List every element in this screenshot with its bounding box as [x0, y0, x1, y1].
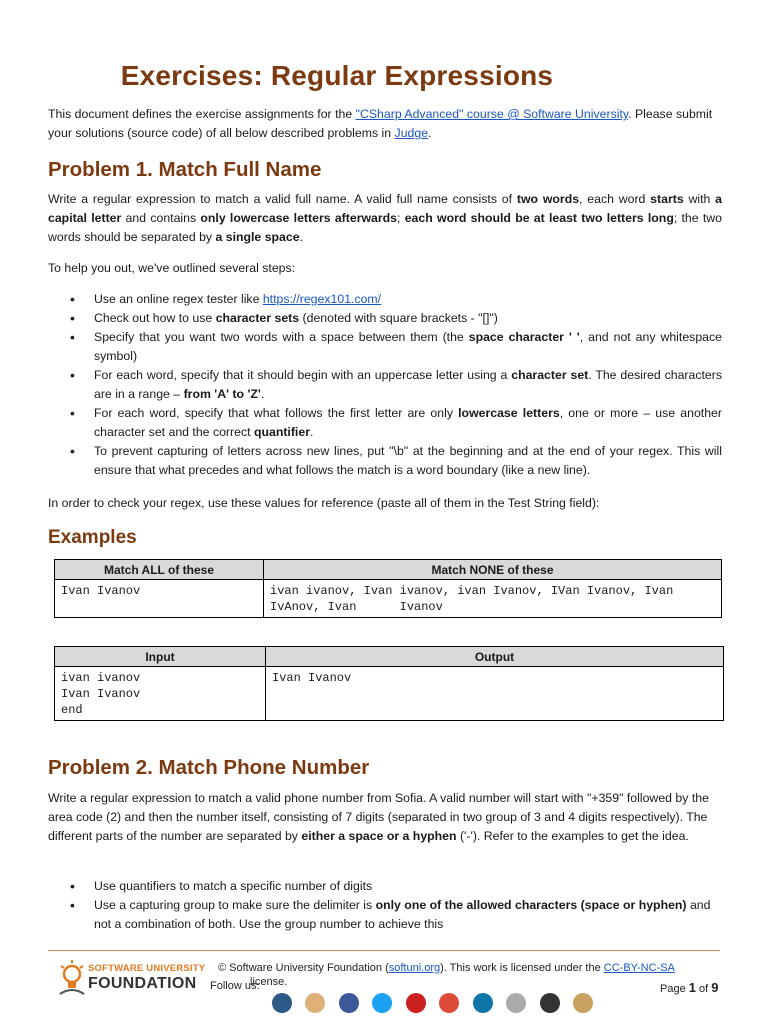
course-link[interactable]: "CSharp Advanced" course @ Software University — [355, 107, 629, 121]
logo-line-2: FOUNDATION — [88, 975, 197, 992]
io-examples-table — [54, 646, 724, 721]
list-item: • To prevent capturing of letters across new lines, put "\b" at the beginning and at the end of your regex. This will ensure that what precedes and what follows the match is a word boundary (like a new line). — [48, 442, 722, 480]
license-link[interactable]: CC-BY-NC-SA — [603, 962, 675, 974]
twitter-icon[interactable] — [372, 993, 392, 1013]
social-icons — [272, 993, 602, 1007]
problem2-steps — [48, 877, 722, 934]
column-header: Output — [266, 647, 724, 667]
copyright-notice: © Software University Foundation (softuni.org). This work is licensed under the CC-BY-NC-SA license. — [218, 962, 675, 988]
intro-text-3: . — [428, 126, 432, 140]
follow-us-label: Follow us: — [210, 980, 260, 992]
list-item: • For each word, specify that it should begin with an uppercase letter using a character set. The desired characters are in a range – from 'A' to 'Z'. — [48, 366, 722, 404]
table-cell: Ivan Ivanov — [266, 667, 724, 721]
list-item: • Use an online regex tester like https://regex101.com/ — [48, 290, 722, 309]
problem1-description: Write a regular expression to match a valid full name. A valid full name consists of two words, each word starts with a capital letter and contains only lowercase letters afterwards; each word should be at least two letters long; the two words should be separated by a single space. — [48, 192, 722, 244]
list-item: • Use quantifiers to match a specific number of digits — [48, 877, 722, 896]
problem2-description: Write a regular expression to match a valid phone number from Sofia. A valid number will start with "+359" followed by the area code (2) and then the number itself, consisting of 7 digits (separated in two group of 3 and 4 digits respectively). The different parts of the number are separated by either a space or a hyphen ('-'). Refer to the examples to get the idea. — [48, 791, 709, 843]
check-text: In order to check your regex, use these values for reference (paste all of them in the Test String field): — [48, 496, 600, 510]
page-number: Page 1 of 9 — [660, 980, 719, 995]
help-text: To help you out, we've outlined several steps: — [48, 261, 296, 275]
list-item: • Check out how to use character sets (denoted with square brackets - "[]") — [48, 309, 722, 328]
judge-link[interactable]: Judge — [394, 126, 429, 140]
softuni-icon[interactable] — [272, 993, 292, 1013]
table-cell: ivan ivanov, Ivan ivanov, ivan Ivanov, IVan Ivanov, Ivan IvAnov, Ivan Ivanov — [264, 580, 722, 618]
facebook-icon[interactable] — [339, 993, 359, 1013]
youtube-icon[interactable] — [406, 993, 426, 1013]
column-header: Match ALL of these — [55, 560, 264, 580]
regex-examples-table — [54, 559, 722, 618]
list-item: • For each word, specify that what follows the first letter are only lowercase letters, one or more – use another character set and the correct quantifier. — [48, 404, 722, 442]
foundation-icon[interactable] — [305, 993, 325, 1013]
intro-text-2: . Please submit your solutions (source code) of all below described problems in — [48, 107, 713, 140]
softuni-logo[interactable] — [58, 958, 208, 1004]
page-title: Exercises: Regular Expressions — [120, 60, 554, 91]
list-item: • Specify that you want two words with a space between them (the space character ' ', and not any whitespace symbol) — [48, 328, 722, 366]
softuni-link[interactable]: softuni.org — [388, 962, 441, 974]
github-icon[interactable] — [540, 993, 560, 1013]
problem2-heading: Problem 2. Match Phone Number — [48, 756, 370, 779]
footer-divider — [48, 950, 720, 951]
list-item: • Use a capturing group to make sure the delimiter is only one of the allowed characters (space or hyphen) and not a combination of both. Use the group number to achieve this — [48, 896, 722, 934]
examples-heading: Examples — [48, 527, 137, 548]
logo-line-1: SOFTWARE UNIVERSITY — [88, 963, 206, 974]
table-row — [55, 667, 724, 721]
problem1-steps — [48, 290, 722, 480]
intro-text: This document defines the exercise assignments for the — [48, 107, 356, 121]
column-header: Input — [55, 647, 266, 667]
google-plus-icon[interactable] — [439, 993, 459, 1013]
intro-paragraph — [48, 105, 722, 143]
table-cell: Ivan Ivanov — [55, 580, 264, 618]
slideshare-icon[interactable] — [506, 993, 526, 1013]
regex101-link[interactable]: https://regex101.com/ — [262, 292, 382, 306]
table-row — [55, 580, 722, 618]
lightbulb-icon — [58, 958, 86, 998]
table-cell: ivan ivanov Ivan Ivanov end — [55, 667, 266, 721]
linkedin-icon[interactable] — [473, 993, 493, 1013]
mail-icon[interactable] — [573, 993, 593, 1013]
column-header: Match NONE of these — [264, 560, 722, 580]
problem1-heading: Problem 1. Match Full Name — [48, 158, 322, 181]
